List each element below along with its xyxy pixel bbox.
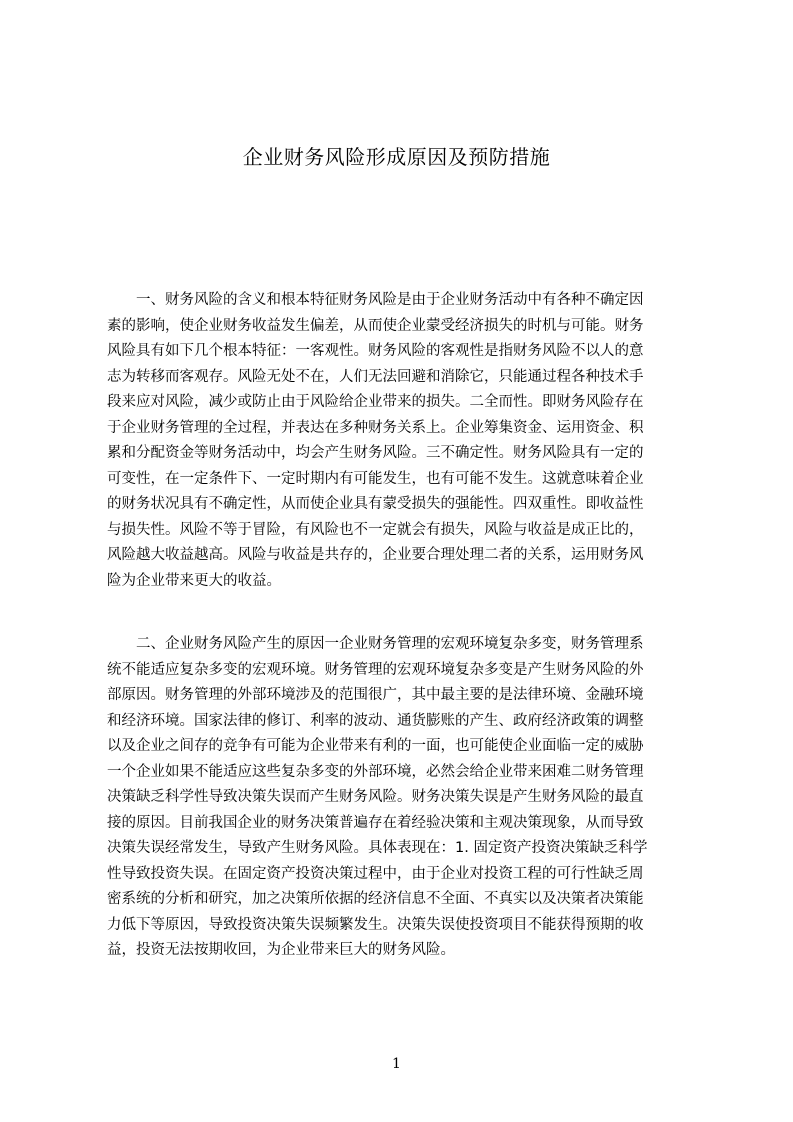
paragraph-line: 部原因。财务管理的外部环境涉及的范围很广，其中最主要的是法律环境、金融环境 bbox=[107, 687, 644, 703]
document-title: 企业财务风险形成原因及预防措施 bbox=[242, 145, 551, 169]
paragraph-line: 与损失性。风险不等于冒险，有风险也不一定就会有损失，风险与收益是成正比的， bbox=[107, 521, 644, 538]
paragraph-line: 和经济环境。国家法律的修订、利率的波动、通货膨账的产生、政府经济政策的调整 bbox=[107, 712, 644, 729]
paragraph-line: 志为转移而客观存。风险无处不在，人们无法回避和消除它，只能通过程各种技术手 bbox=[107, 368, 644, 385]
paragraph-risk-causes bbox=[107, 632, 699, 964]
paragraph-line: 风险具有如下几个根本特征：一客观性。财务风险的客观性是指财务风险不以人的意 bbox=[107, 343, 644, 359]
paragraph-line: 累和分配资金等财务活动中，均会产生财务风险。三不确定性。财务风险具有一定的 bbox=[107, 445, 644, 461]
paragraph-line: 以及企业之间存的竞争有可能为企业带来有利的一面，也可能使企业面临一定的威胁 bbox=[107, 738, 644, 754]
paragraph-line: 素的影响，使企业财务收益发生偏差，从而使企业蒙受经济损失的时机与可能。财务 bbox=[107, 317, 644, 334]
paragraph-line: 二、企业财务风险产生的原因一企业财务管理的宏观环境复杂多变，财务管理系 bbox=[107, 636, 644, 652]
paragraph-line: 险为企业带来更大的收益。 bbox=[107, 572, 281, 589]
paragraph-line: 于企业财务管理的全过程，并表达在多种财务关系上。企业筹集资金、运用资金、积 bbox=[107, 419, 644, 436]
paragraph-line: 段来应对风险，减少或防止由于风险给企业带来的损失。二全而性。即财务风险存在 bbox=[107, 394, 644, 410]
paragraph-line: 力低下等原因，导致投资决策失误频繁发生。决策失误使投资项目不能获得预期的收 bbox=[107, 916, 644, 933]
page-number: 1 bbox=[392, 1056, 401, 1072]
paragraph-line: 统不能适应复杂多变的宏观环境。财务管理的宏观环境复杂多变是产生财务风险的外 bbox=[107, 661, 644, 678]
paragraph-line: 一个企业如果不能适应这些复杂多变的外部环境，必然会给企业带来困难二财务管理 bbox=[107, 763, 644, 780]
paragraph-line: 密系统的分析和研究，加之决策所依据的经济信息不全面、不真实以及决策者决策能 bbox=[107, 891, 644, 907]
paragraph-line: 接的原因。目前我国企业的财务决策普遍存在着经验决策和主观决策现象，从而导致 bbox=[107, 814, 644, 831]
paragraph-line: 一、财务风险的含义和根本特征财务风险是由于企业财务活动中有各种不确定因 bbox=[107, 292, 644, 308]
paragraph-line: 益，投资无法按期收回，为企业带来巨大的财务风险。 bbox=[107, 942, 455, 958]
paragraph-line: 的财务状况具有不确定性，从而使企业具有蒙受损失的强能性。四双重性。即收益性 bbox=[107, 496, 644, 512]
paragraph-line: 可变性，在一定条件下、一定时期内有可能发生，也有可能不发生。这就意味着企业 bbox=[107, 470, 644, 487]
paragraph-line: 性导致投资失误。在固定资产投资决策过程中，由于企业对投资工程的可行性缺乏周 bbox=[107, 865, 644, 882]
paragraph-financial-risk-definition bbox=[107, 288, 699, 594]
paragraph-line: 决策缺乏科学性导致决策失误而产生财务风险。财务决策失误是产生财务风险的最直 bbox=[107, 789, 644, 805]
paragraph-line: 风险越大收益越高。风险与收益是共存的，企业要合理处理二者的关系，运用财务风 bbox=[107, 547, 644, 563]
paragraph-line: 决策失误经常发生，导致产生财务风险。具体表现在：1. 固定资产投资决策缺乏科学 bbox=[107, 840, 648, 856]
